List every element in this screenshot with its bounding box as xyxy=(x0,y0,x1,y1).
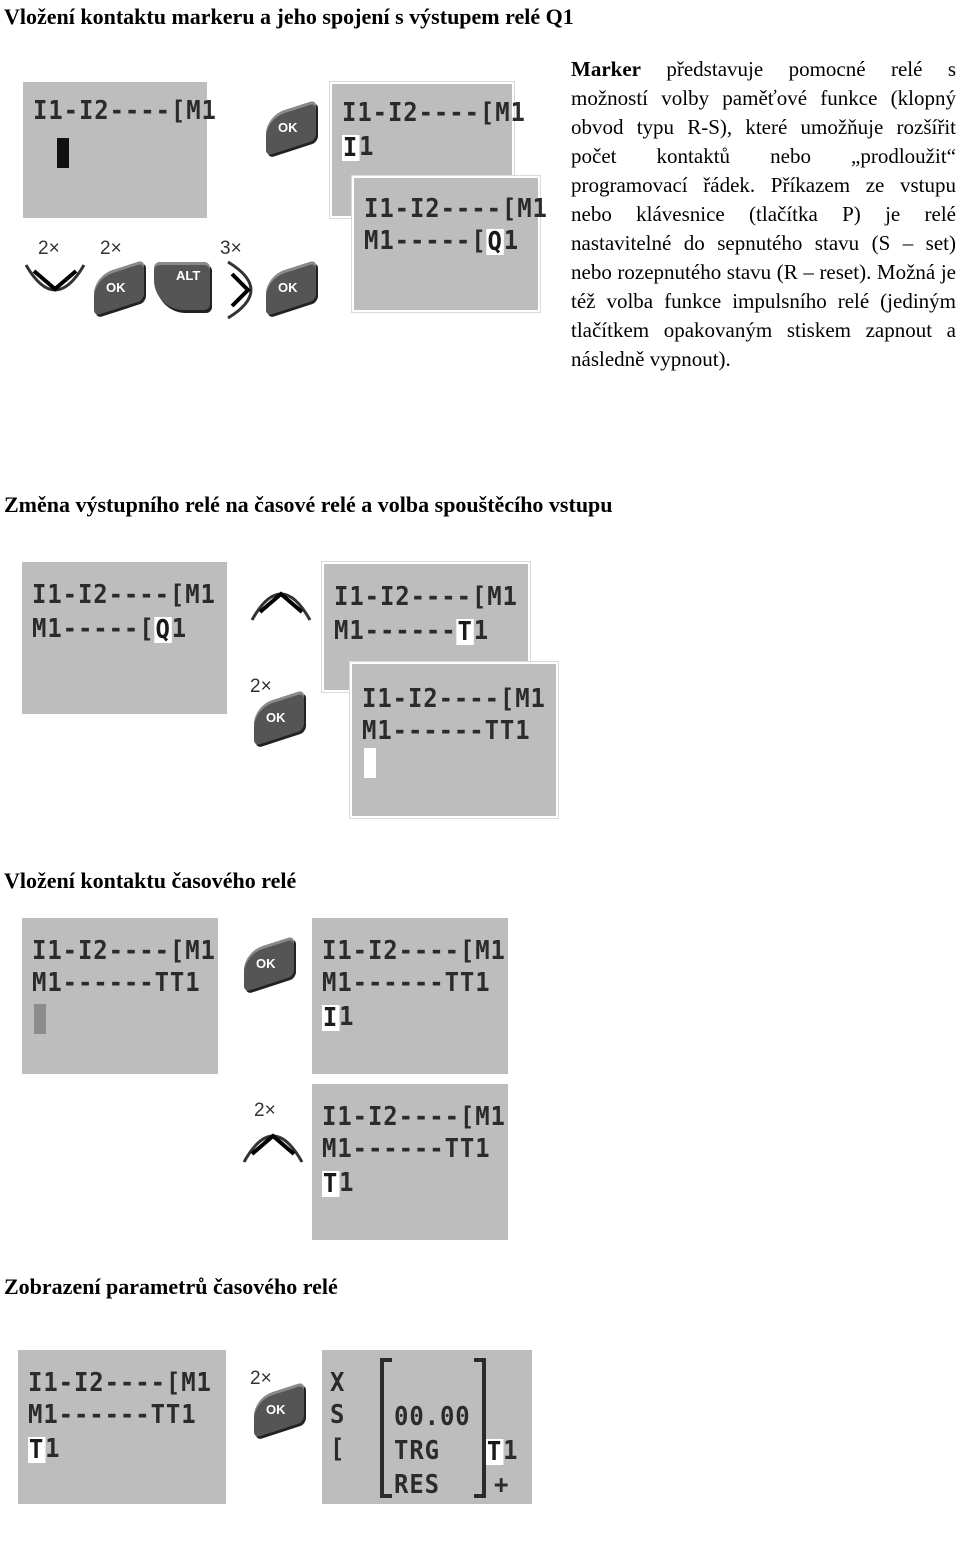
lcd-text: [ xyxy=(139,614,155,644)
lcd-screen-t1-contact xyxy=(18,1350,226,1504)
lcd-text: [ xyxy=(471,226,487,256)
ok-button[interactable] xyxy=(250,1382,306,1434)
multiplier-label: 3× xyxy=(220,238,242,259)
ok-label: OK xyxy=(266,710,286,725)
lcd-row-1: I1-I2----[M1 xyxy=(362,684,546,714)
section-title-timer-change: Změna výstupního relé na časové relé a volba spouštěcího vstupu xyxy=(4,492,613,517)
ok-label: OK xyxy=(106,280,126,295)
lcd-row-2: M1------TT1 xyxy=(322,968,491,998)
ok-button[interactable] xyxy=(240,936,296,988)
arrow-up-icon[interactable] xyxy=(240,1122,306,1166)
lcd-screen-contact-t xyxy=(312,1084,508,1240)
marker-term: Marker xyxy=(571,57,641,81)
lcd-row-1: I1-I2----[M1 xyxy=(322,1102,506,1132)
param-t1 xyxy=(486,1436,518,1466)
lcd-row-2: M1------TT1 xyxy=(28,1400,197,1430)
lcd-row-2 xyxy=(334,616,489,646)
lcd-row-2: M1------TT1 xyxy=(322,1134,491,1164)
param-x: X xyxy=(330,1368,346,1398)
lcd-screen-timer-params xyxy=(322,1350,532,1504)
param-c: [ xyxy=(330,1434,346,1464)
lcd-highlight: I xyxy=(342,132,359,163)
lcd-cursor xyxy=(57,138,69,168)
multiplier-label: 2× xyxy=(100,238,122,259)
lcd-highlight: T xyxy=(486,1436,503,1467)
ok-button[interactable] xyxy=(90,260,146,312)
section-title-timer-contact: Vložení kontaktu časového relé xyxy=(4,868,297,893)
lcd-text: 1 xyxy=(45,1434,61,1464)
lcd-row-1: I1-I2----[M1 xyxy=(28,1368,212,1398)
lcd-text: 1 xyxy=(339,1168,355,1198)
lcd-cursor xyxy=(364,748,376,778)
lcd-screen-marker-q1 xyxy=(352,176,548,312)
param-s: S xyxy=(330,1400,346,1430)
param-plus: + xyxy=(494,1470,510,1500)
lcd-row-1: I1-I2----[M1 xyxy=(334,582,518,612)
lcd-highlight: T xyxy=(28,1434,45,1465)
lcd-row-3 xyxy=(322,1168,354,1198)
lcd-text: 1 xyxy=(359,132,375,162)
lcd-highlight: Q xyxy=(155,614,171,645)
lcd-row-3 xyxy=(322,1002,354,1032)
lcd-row-3 xyxy=(342,132,374,162)
lcd-screen-initial xyxy=(23,82,217,218)
lcd-screen-q1 xyxy=(22,562,227,714)
lcd-text: M1----- xyxy=(32,614,140,644)
lcd-text: 1 xyxy=(503,1436,519,1466)
arrow-up-icon[interactable] xyxy=(248,580,314,624)
ok-label: OK xyxy=(256,956,276,971)
lcd-text: M1----- xyxy=(364,226,472,256)
lcd-screen-timer-confirmed xyxy=(350,662,558,818)
lcd-highlight: T xyxy=(457,616,473,647)
lcd-text: M1------ xyxy=(334,616,457,646)
multiplier-label: 2× xyxy=(250,676,272,697)
ok-button[interactable] xyxy=(250,690,306,742)
arrow-down-icon[interactable] xyxy=(22,255,88,303)
lcd-row-2 xyxy=(32,614,187,644)
multiplier-label: 2× xyxy=(38,238,60,259)
lcd-row-2: M1------TT1 xyxy=(362,716,531,746)
lcd-highlight: Q xyxy=(487,226,503,257)
lcd-screen-tt1 xyxy=(22,918,218,1074)
alt-label: ALT xyxy=(176,268,201,283)
multiplier-label: 2× xyxy=(254,1100,276,1121)
lcd-text: 1 xyxy=(503,226,520,256)
section-title-marker: Vložení kontaktu markeru a jeho spojení s výstupem relé Q1 xyxy=(4,4,574,29)
lcd-row-3 xyxy=(28,1434,60,1464)
ok-button[interactable] xyxy=(262,100,318,152)
lcd-highlight: I xyxy=(322,1002,339,1033)
multiplier-label: 2× xyxy=(250,1368,272,1389)
lcd-row-1: I1-I2----[M1 xyxy=(364,194,548,224)
marker-description xyxy=(571,55,956,374)
lcd-row-1: I1-I2----[M1 xyxy=(342,98,526,128)
lcd-row-1: I1-I2----[M1 xyxy=(32,580,216,610)
lcd-row-2 xyxy=(364,226,519,256)
lcd-highlight: T xyxy=(322,1168,339,1199)
section-title-timer-params: Zobrazení parametrů časového relé xyxy=(4,1274,338,1299)
lcd-text: 1 xyxy=(473,616,490,646)
lcd-row-1: I1-I2----[M1 xyxy=(33,96,217,126)
param-time: 00.00 xyxy=(394,1402,471,1432)
param-trg: TRG xyxy=(394,1436,440,1466)
ok-label: OK xyxy=(278,280,298,295)
lcd-text: 1 xyxy=(339,1002,355,1032)
lcd-row-2: M1------TT1 xyxy=(32,968,201,998)
bracket-right-icon xyxy=(470,1358,490,1498)
ok-label: OK xyxy=(266,1402,286,1417)
param-res: RES xyxy=(394,1470,440,1500)
marker-description-text: představuje pomocné relé s možností volby paměťové funkce (klopný obvod typu R-S), které umožňuje rozšířit počet kontaktů nebo „prodloužit“ programovací řádek. Příkazem ze vstupu nebo klávesnice (tlačítka P) je relé nastavitelné do sepnutého stavu (S – set) nebo rozepnutého stavu (R – reset). Možná je též volba funkce impulsního relé (jediným tlačítkem opakovaným stiskem zapnout a následně vypnout). xyxy=(571,57,956,371)
bracket-left-icon xyxy=(376,1358,396,1498)
arrow-right-icon[interactable] xyxy=(222,258,262,322)
lcd-row-1: I1-I2----[M1 xyxy=(322,936,506,966)
lcd-text: 1 xyxy=(171,614,188,644)
lcd-cursor xyxy=(34,1004,46,1034)
lcd-screen-contact-i xyxy=(312,918,508,1074)
ok-button[interactable] xyxy=(262,260,318,312)
lcd-row-1: I1-I2----[M1 xyxy=(32,936,216,966)
ok-label: OK xyxy=(278,120,298,135)
alt-button[interactable] xyxy=(150,258,212,316)
